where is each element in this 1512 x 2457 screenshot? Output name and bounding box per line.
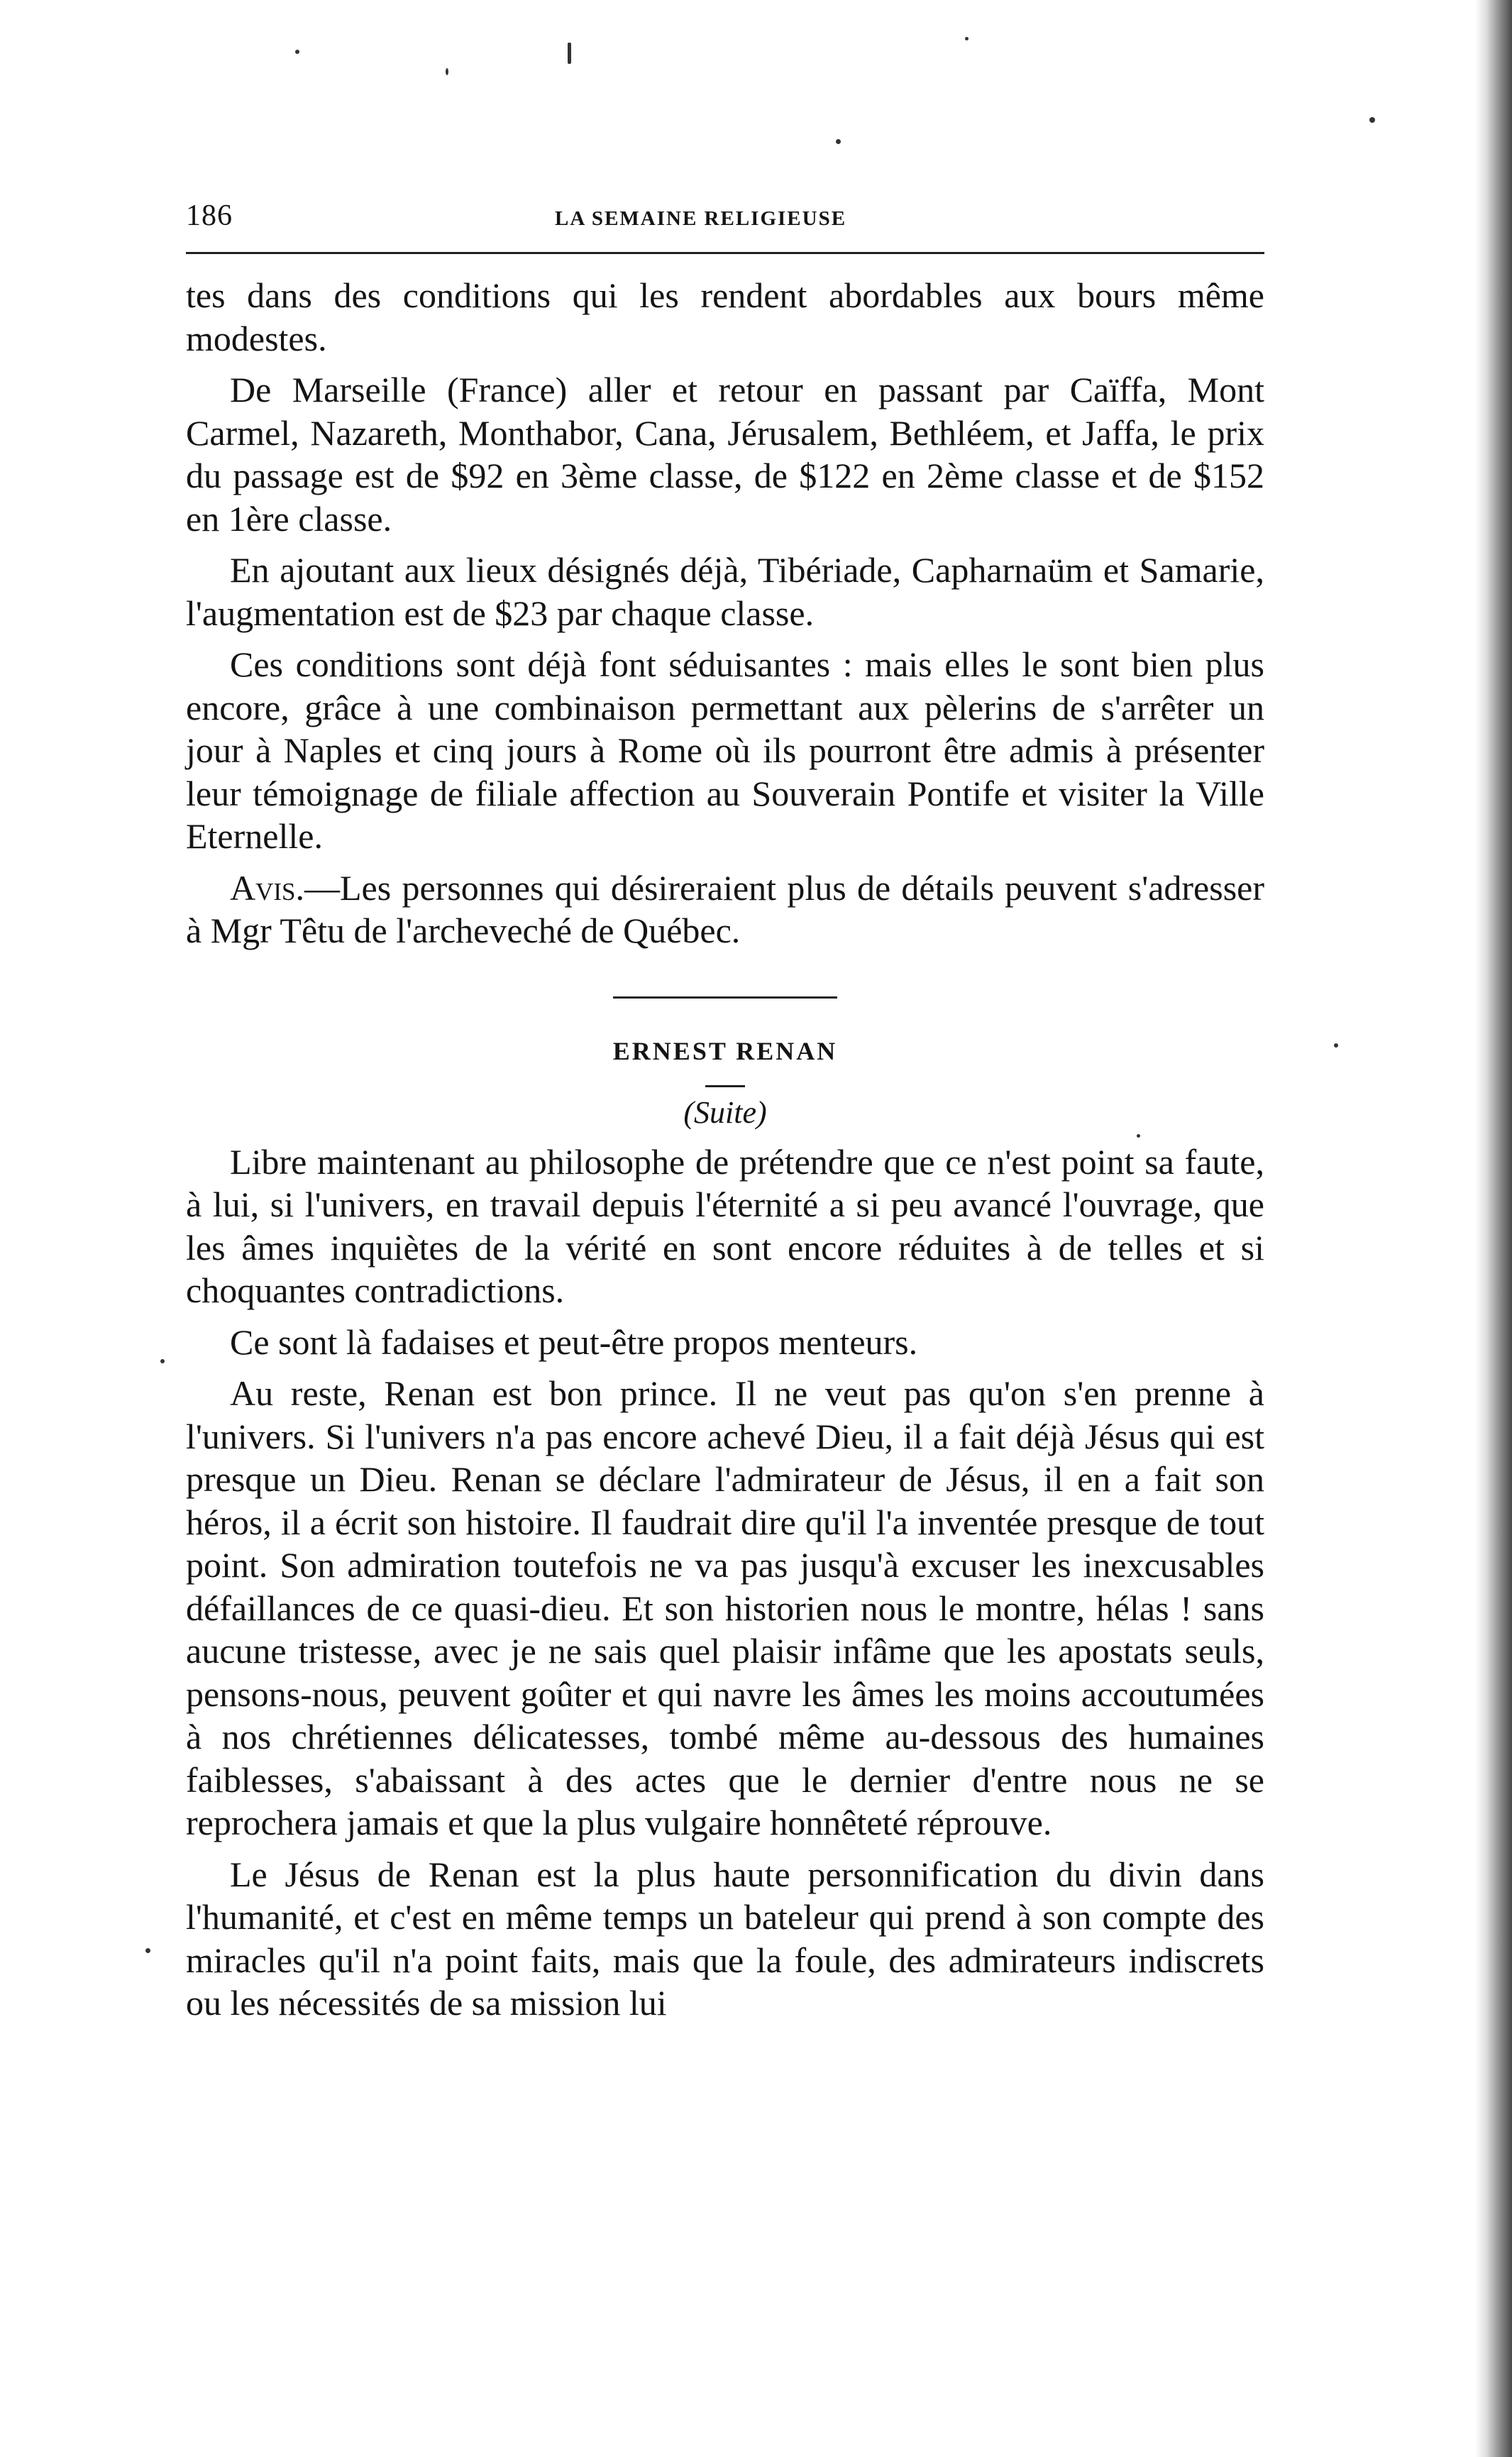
notice-text: —Les personnes qui désireraient plus de détails peuvent s'adresser à Mgr Têtu de l'archeveché de Québec. <box>186 867 1264 950</box>
scan-speck <box>1369 117 1375 123</box>
page-body <box>186 274 1264 2025</box>
paragraph: Ce sont là fadaises et peut-être propos menteurs. <box>230 1321 918 1362</box>
paragraph: Libre maintenant au philosophe de prétendre que ce n'est point sa faute, à lui, si l'univers, en travail depuis l'éternité a si peu avancé l'ouvrage, que les âmes inquiètes de la vérité en sont encore réduites à de telles et si choquantes contradictions. <box>186 1141 1264 1310</box>
notice-paragraph <box>186 867 1264 952</box>
scan-speck <box>295 50 299 54</box>
section-subtitle: (Suite) <box>683 1095 767 1130</box>
scan-speck <box>836 139 841 144</box>
scan-speck <box>1334 1043 1338 1048</box>
section-separator <box>613 996 837 999</box>
paragraph: Le Jésus de Renan est la plus haute personnification du divin dans l'humanité, et c'est en même temps un bateleur qui prend à son compte des miracles qu'il n'a point faits, mais que la foule, des admirateurs indiscrets ou les nécessités de sa mission lui <box>186 1854 1264 2023</box>
page-number: 186 <box>186 199 233 232</box>
paragraph: tes dans des conditions qui les rendent abordables aux bours même modestes. <box>186 275 1264 358</box>
paragraph: De Marseille (France) aller et retour en passant par Caïffa, Mont Carmel, Nazareth, Monthabor, Cana, Jérusalem, Bethléem, et Jaffa, le prix du passage est de $92 en 3ème classe, de $122 en 2ème classe et de $152 en 1ère classe. <box>186 370 1264 539</box>
binding-shadow <box>1475 0 1512 2457</box>
scan-speck <box>160 1359 165 1363</box>
scan-speck <box>446 68 448 75</box>
section-title: ERNEST RENAN <box>612 1036 838 1065</box>
scan-speck <box>145 1948 150 1953</box>
scan-speck <box>568 43 571 64</box>
scan-speck <box>965 37 969 40</box>
running-title: LA SEMAINE RELIGIEUSE <box>555 207 847 230</box>
paragraph: En ajoutant aux lieux désignés déjà, Tibériade, Capharnaüm et Samarie, l'augmentation est de $23 par chaque classe. <box>186 550 1264 633</box>
notice-label: Avis. <box>230 867 305 908</box>
paragraph: Au reste, Renan est bon prince. Il ne veut pas qu'on s'en prenne à l'univers. Si l'univers n'a pas encore achevé Dieu, il a fait déjà Jésus qui est presque un Dieu. Renan se déclare l'admirateur de Jésus, il en a fait son héros, il a écrit son histoire. Il faudrait dire qu'il l'a inventée presque de tout point. Son admiration toutefois ne va pas jusqu'à excuser les inexcusables défaillances de ce quasi-dieu. Et son historien nous le montre, hélas ! sans aucune tristesse, avec je ne sais quel plaisir infâme que les apostats seuls, pensons-nous, peuvent goûter et qui navre les âmes les moins accoutumées à nos chrétiennes délicatesses, tombé même au-dessous des humaines faiblesses, s'abaissant à des actes que le dernier d'entre nous ne se reprochera jamais et que la plus vulgaire honnêteté réprouve. <box>186 1373 1264 1842</box>
page-header <box>186 193 1264 243</box>
title-dash <box>705 1085 745 1087</box>
paragraph: Ces conditions sont déjà font séduisantes : mais elles le sont bien plus encore, grâce à une combinaison permettant aux pèlerins de s'arrêter un jour à Naples et cinq jours à Rome où ils pourront être admis à présenter leur témoignage de filiale affection au Souverain Pontife et visiter la Ville Eternelle. <box>186 644 1264 856</box>
header-rule <box>186 252 1264 254</box>
